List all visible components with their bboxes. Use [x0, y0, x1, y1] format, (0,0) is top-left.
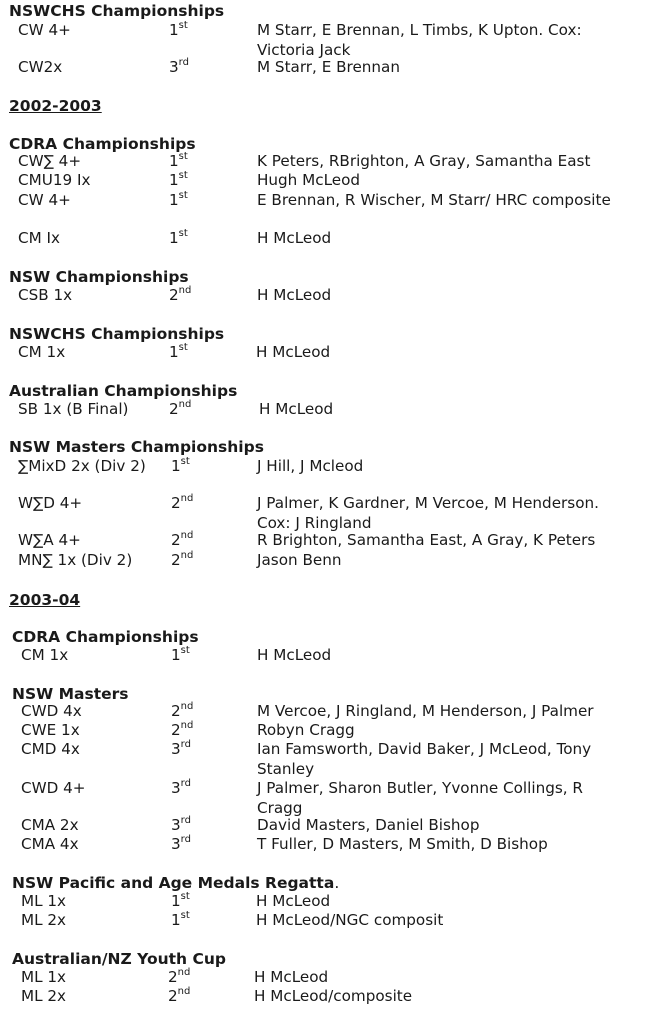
event-name: CSB 1x: [18, 286, 73, 304]
crew-names: M Vercoe, J Ringland, M Henderson, J Palmer: [257, 702, 594, 720]
heading-text: NSW Masters Championships: [9, 438, 264, 456]
placing: [171, 816, 191, 836]
placing-number: 2: [171, 531, 181, 549]
crew-names: Robyn Cragg: [257, 721, 355, 739]
placing-number: 1: [169, 191, 179, 209]
placing-suffix: st: [178, 227, 188, 239]
heading-text: CDRA Championships: [9, 135, 196, 153]
placing-suffix: nd: [177, 966, 191, 978]
placing: [169, 400, 191, 420]
crew-names: H McLeod: [259, 400, 334, 418]
crew-names: H McLeod/NGC composit: [256, 911, 444, 929]
placing-number: 2: [171, 721, 181, 739]
placing-suffix: rd: [180, 738, 191, 750]
heading-text: Australian/NZ Youth Cup: [12, 950, 226, 968]
placing: [171, 457, 190, 477]
placing: [171, 835, 191, 855]
competition-heading: [9, 382, 237, 400]
crew-names: H McLeod: [256, 343, 331, 361]
placing: [171, 551, 193, 571]
placing-number: 1: [171, 646, 181, 664]
placing-number: 3: [171, 816, 181, 834]
crew-names: K Peters, RBrighton, A Gray, Samantha East: [257, 152, 591, 170]
placing: [169, 152, 188, 172]
crew-names: David Masters, Daniel Bishop: [257, 816, 480, 834]
heading-text: NSW Championships: [9, 268, 189, 286]
heading-text: NSWCHS Championships: [9, 325, 225, 343]
placing-suffix: rd: [180, 777, 191, 789]
placing-suffix: rd: [180, 814, 191, 826]
placing-suffix: st: [178, 169, 188, 181]
event-name: CW2x: [18, 58, 63, 76]
competition-heading: [9, 438, 264, 456]
crew-names: R Brighton, Samantha East, A Gray, K Peters: [257, 531, 596, 549]
crew-names: H McLeod: [257, 229, 332, 247]
placing-number: 2: [169, 286, 179, 304]
event-name: CMU19 Ix: [18, 171, 91, 189]
crew-names: T Fuller, D Masters, M Smith, D Bishop: [257, 835, 548, 853]
heading-text: 2003-04: [9, 591, 81, 609]
event-name: ML 1x: [21, 968, 67, 986]
event-name: CWE 1x: [21, 721, 80, 739]
placing: [171, 911, 190, 931]
placing: [171, 646, 190, 666]
heading-text: 2002-2003: [9, 97, 102, 115]
placing-suffix: nd: [178, 398, 192, 410]
event-name: ∑MixD 2x (Div 2): [18, 457, 146, 475]
placing: [171, 779, 191, 799]
placing-number: 3: [169, 58, 179, 76]
competition-heading: [12, 874, 339, 892]
placing-suffix: nd: [180, 700, 194, 712]
placing-suffix: rd: [180, 833, 191, 845]
placing: [169, 343, 188, 363]
crew-names: H McLeod: [257, 646, 332, 664]
placing-suffix: st: [178, 150, 188, 162]
placing: [171, 494, 193, 514]
heading-trailing-punctuation: .: [334, 874, 340, 892]
competition-heading: [12, 685, 129, 703]
placing-number: 1: [171, 892, 181, 910]
crew-names: H McLeod/composite: [254, 987, 413, 1005]
placing: [169, 21, 188, 41]
placing-suffix: nd: [180, 719, 194, 731]
event-name: ML 1x: [21, 892, 67, 910]
event-name: CM Ix: [18, 229, 61, 247]
event-name: CW 4+: [18, 21, 71, 39]
placing-number: 2: [171, 494, 181, 512]
placing: [169, 191, 188, 211]
competition-heading: [9, 135, 196, 153]
placing-number: 1: [169, 152, 179, 170]
placing-number: 2: [168, 968, 178, 986]
event-name: CMA 2x: [21, 816, 79, 834]
placing-number: 2: [169, 400, 179, 418]
placing: [171, 740, 191, 760]
event-name: CW 4+: [18, 191, 71, 209]
placing-suffix: rd: [178, 56, 189, 68]
placing-suffix: st: [180, 909, 190, 921]
placing: [168, 987, 190, 1007]
event-name: W∑D 4+: [18, 494, 83, 512]
placing-suffix: st: [180, 890, 190, 902]
heading-text: NSW Masters: [12, 685, 129, 703]
crew-names: Jason Benn: [257, 551, 342, 569]
placing-number: 1: [169, 229, 179, 247]
event-name: ML 2x: [21, 987, 67, 1005]
competition-heading: [12, 950, 226, 968]
season-year-heading: [9, 591, 80, 609]
placing-number: 1: [171, 457, 181, 475]
event-name: CM 1x: [21, 646, 69, 664]
season-year-heading: [9, 97, 102, 115]
competition-heading: [9, 325, 224, 343]
crew-names: H McLeod: [257, 286, 332, 304]
placing-suffix: st: [180, 455, 190, 467]
heading-text: NSWCHS Championships: [9, 2, 225, 20]
placing-number: 2: [171, 702, 181, 720]
placing-suffix: st: [178, 189, 188, 201]
placing-number: 3: [171, 740, 181, 758]
placing-number: 1: [171, 911, 181, 929]
event-name: CMA 4x: [21, 835, 79, 853]
crew-names: H McLeod: [256, 892, 331, 910]
placing: [169, 58, 189, 78]
placing: [171, 702, 193, 722]
event-name: CW∑ 4+: [18, 152, 82, 170]
placing-number: 1: [169, 343, 179, 361]
crew-names: J Palmer, Sharon Butler, Yvonne Collings, R Cragg: [257, 779, 583, 817]
placing: [171, 721, 193, 741]
placing: [169, 171, 188, 191]
crew-names: Hugh McLeod: [257, 171, 361, 189]
placing-suffix: nd: [180, 529, 194, 541]
crew-names: J Palmer, K Gardner, M Vercoe, M Henderson. Cox: J Ringland: [257, 494, 599, 532]
event-name: CM 1x: [18, 343, 66, 361]
crew-names: J Hill, J Mcleod: [257, 457, 364, 475]
placing: [168, 968, 190, 988]
placing-suffix: nd: [180, 549, 194, 561]
placing-suffix: nd: [177, 985, 191, 997]
event-name: SB 1x (B Final): [18, 400, 129, 418]
placing: [171, 531, 193, 551]
heading-text: NSW Pacific and Age Medals Regatta: [12, 874, 335, 892]
competition-heading: [9, 268, 189, 286]
crew-names: M Starr, E Brennan: [257, 58, 400, 76]
placing-suffix: nd: [178, 284, 192, 296]
placing-number: 3: [171, 779, 181, 797]
placing-number: 2: [171, 551, 181, 569]
event-name: CWD 4+: [21, 779, 86, 797]
event-name: CWD 4x: [21, 702, 82, 720]
competition-heading: [12, 628, 199, 646]
crew-names: E Brennan, R Wischer, M Starr/ HRC composite: [257, 191, 611, 209]
competition-heading: [9, 2, 224, 20]
placing-suffix: st: [178, 341, 188, 353]
event-name: W∑A 4+: [18, 531, 81, 549]
heading-text: CDRA Championships: [12, 628, 199, 646]
placing-number: 3: [171, 835, 181, 853]
event-name: MN∑ 1x (Div 2): [18, 551, 133, 569]
placing: [171, 892, 190, 912]
crew-names: H McLeod: [254, 968, 329, 986]
event-name: CMD 4x: [21, 740, 80, 758]
placing-number: 2: [168, 987, 178, 1005]
placing: [169, 229, 188, 249]
heading-text: Australian Championships: [9, 382, 238, 400]
placing-suffix: st: [180, 644, 190, 656]
event-name: ML 2x: [21, 911, 67, 929]
placing: [169, 286, 191, 306]
placing-suffix: nd: [180, 492, 194, 504]
placing-number: 1: [169, 21, 179, 39]
crew-names: M Starr, E Brennan, L Timbs, K Upton. Cox: Victoria Jack: [257, 21, 582, 59]
placing-suffix: st: [178, 19, 188, 31]
placing-number: 1: [169, 171, 179, 189]
crew-names: Ian Famsworth, David Baker, J McLeod, Tony Stanley: [257, 740, 592, 778]
